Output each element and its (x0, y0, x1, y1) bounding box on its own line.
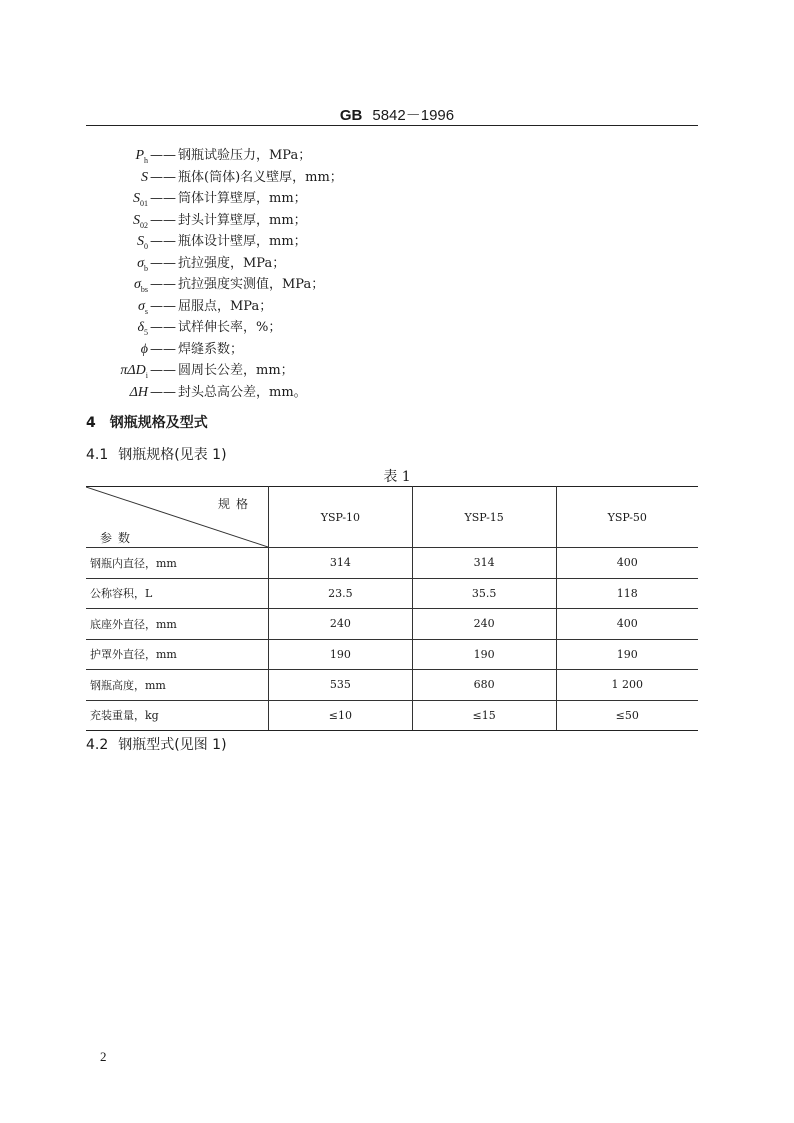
symbol-row (86, 210, 698, 232)
symbol-char: P (135, 148, 144, 163)
table-row (86, 609, 698, 640)
symbol-description: 抗拉强度，MPa； (178, 255, 286, 271)
symbol-row (86, 339, 698, 361)
symbol-char: σ (137, 298, 145, 314)
symbol-subscript: h (144, 155, 148, 165)
table-cell: 535 (269, 670, 413, 701)
symbol-description: 抗拉强度实测值，MPa； (178, 277, 325, 292)
row-label: 充装重量，kg (86, 700, 269, 731)
header-rule (86, 125, 698, 126)
section-number: 4.2 (86, 737, 109, 753)
symbol-subscript: b (144, 263, 148, 273)
table-cell: 400 (556, 609, 698, 640)
dash: —— (150, 234, 176, 249)
symbol-row (86, 167, 698, 189)
column-header: YSP-50 (556, 487, 698, 548)
symbol-description: 瓶体设计壁厚，mm； (178, 234, 307, 249)
row-label: 公称容积，L (86, 578, 269, 609)
table-cell: 35.5 (412, 578, 556, 609)
section-4-title: 4 钢瓶规格及型式 (86, 415, 208, 431)
symbol (86, 382, 148, 408)
section-text: 钢瓶型式(见图 1) (118, 737, 227, 753)
symbol-description: 屈服点，MPa； (178, 298, 273, 314)
symbol-row (86, 253, 698, 275)
table-row (86, 700, 698, 731)
page-number: 2 (100, 1049, 107, 1064)
spec-table (86, 486, 698, 731)
table-cell: 190 (412, 639, 556, 670)
symbol-subscript: 5 (144, 327, 148, 337)
table-caption: 表 1 (383, 469, 411, 485)
dash: —— (150, 148, 176, 163)
table-cell: 240 (269, 609, 413, 640)
table-cell: 190 (556, 639, 698, 670)
column-header: YSP-15 (412, 487, 556, 548)
dash: —— (150, 298, 176, 314)
symbol-char: σ (137, 255, 144, 271)
symbol-subscript: s (144, 306, 148, 316)
symbol-char: S (133, 212, 140, 228)
symbol-description: 瓶体(筒体)名义壁厚，mm； (178, 169, 343, 185)
table-cell: 400 (556, 548, 698, 579)
symbol-description: 封头计算壁厚，mm； (178, 212, 307, 228)
symbol-char: ϕ (140, 341, 148, 357)
dash: —— (150, 169, 176, 185)
symbol-char: S (137, 234, 144, 249)
dash: —— (150, 191, 176, 206)
symbol-char: δ (137, 320, 144, 335)
table-row (86, 578, 698, 609)
section-4-2-title (86, 734, 227, 754)
row-label: 钢瓶内直径，mm (86, 548, 269, 579)
dash: —— (150, 255, 176, 271)
table-cell: 680 (412, 670, 556, 701)
symbol-row (86, 317, 698, 339)
standard-prefix: GB (339, 107, 363, 124)
symbol-char: S (141, 169, 148, 185)
section-text: 钢瓶规格(见表 1) (118, 447, 227, 463)
row-label: 钢瓶高度，mm (86, 670, 269, 701)
dash: —— (150, 320, 176, 335)
symbol-row (86, 188, 698, 210)
dash: —— (150, 277, 176, 292)
symbol-subscript: i (145, 370, 148, 380)
row-label: 护罩外直径，mm (86, 639, 269, 670)
standard-number: 5842－1996 (372, 107, 455, 124)
table-cell: ≤50 (556, 700, 698, 731)
symbol-row (86, 296, 698, 318)
row-label: 底座外直径，mm (86, 609, 269, 640)
table-row (86, 639, 698, 670)
symbol-char: ΔH (129, 384, 148, 400)
symbol-row (86, 360, 698, 382)
table-cell: 314 (412, 548, 556, 579)
symbol-subscript: 0 (144, 241, 148, 251)
table-cell: 190 (269, 639, 413, 670)
dash: —— (150, 363, 176, 378)
table-cell: 240 (412, 609, 556, 640)
table-row (86, 670, 698, 701)
corner-top-label: 规格 (217, 497, 254, 511)
symbol-row (86, 231, 698, 253)
table-cell: 23.5 (269, 578, 413, 609)
symbol-description: 试样伸长率，%； (178, 320, 282, 335)
symbol-char: πΔD (120, 363, 146, 378)
symbol-description: 焊缝系数； (178, 341, 244, 357)
table-corner-cell (86, 487, 269, 548)
corner-bottom-label: 参数 (100, 531, 137, 545)
dash: —— (150, 384, 176, 400)
symbol-row (86, 382, 698, 404)
symbol-list (86, 145, 698, 403)
symbol-row (86, 145, 698, 167)
symbol-description: 圆周长公差，mm； (178, 363, 294, 378)
symbol-row (86, 274, 698, 296)
symbol-description: 钢瓶试验压力，MPa； (178, 148, 312, 163)
table-cell: 118 (556, 578, 698, 609)
symbol-subscript: 01 (140, 198, 148, 208)
symbol-subscript: 02 (140, 220, 148, 230)
table-cell: ≤15 (412, 700, 556, 731)
table-cell: 1 200 (556, 670, 698, 701)
symbol-char: S (133, 191, 140, 206)
table-cell: 314 (269, 548, 413, 579)
dash: —— (150, 212, 176, 228)
table-row (86, 548, 698, 579)
table-cell: ≤10 (269, 700, 413, 731)
page-header (0, 104, 794, 125)
symbol-char: σ (133, 277, 141, 292)
dash: —— (150, 341, 176, 357)
symbol-subscript: bs (140, 284, 148, 294)
symbol-description: 筒体计算壁厚，mm； (178, 191, 307, 206)
section-4-1-title (86, 444, 227, 464)
table-header-row (86, 487, 698, 548)
column-header: YSP-10 (269, 487, 413, 548)
section-number: 4.1 (86, 447, 109, 463)
symbol-description: 封头总高公差，mm。 (178, 384, 307, 400)
